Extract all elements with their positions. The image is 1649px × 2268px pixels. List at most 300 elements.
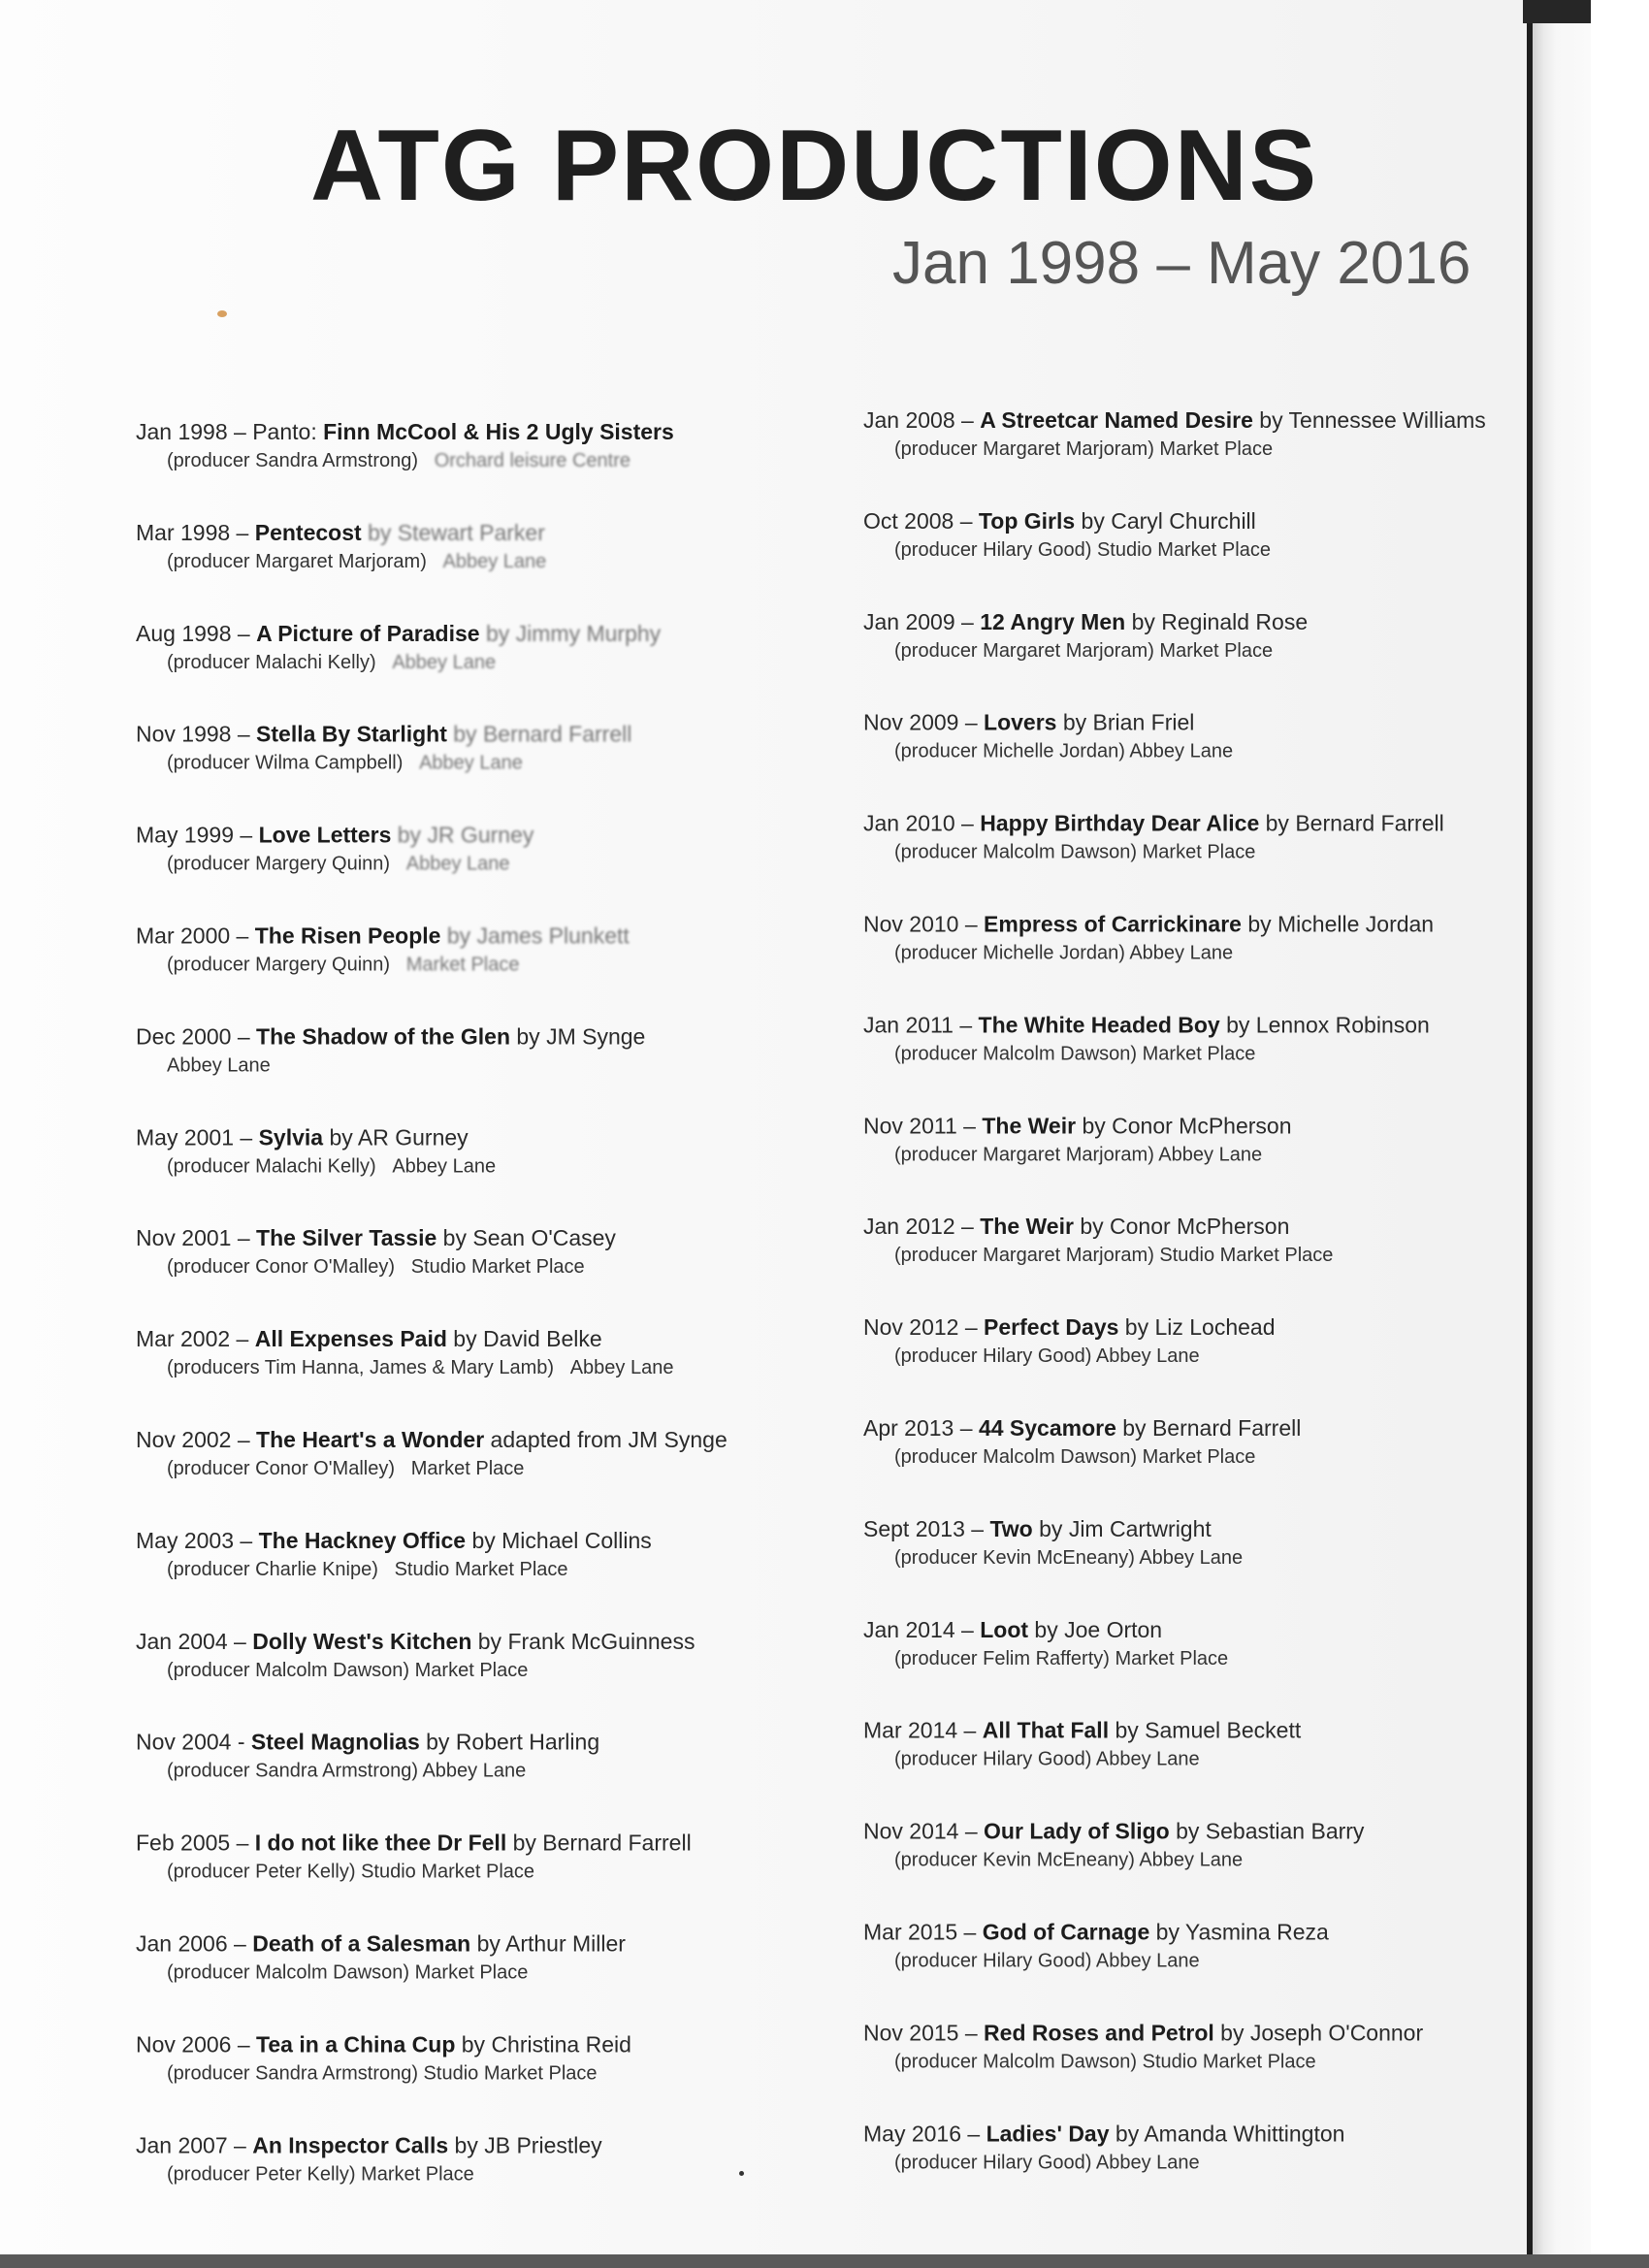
production-title: Lovers <box>984 709 1057 735</box>
production-heading <box>136 1425 873 1454</box>
playwright: by Joseph O'Connor <box>1213 2020 1424 2046</box>
venue: Abbey Lane <box>392 651 497 673</box>
playwright: by Joe Orton <box>1028 1616 1163 1642</box>
production-date: Sept 2013 <box>863 1515 965 1541</box>
playwright: by Stewart Parker <box>361 519 545 545</box>
page-title: ATG PRODUCTIONS <box>310 110 1319 222</box>
production-date: Mar 2002 <box>136 1326 231 1352</box>
production-title: Our Lady of Sligo <box>984 1818 1170 1844</box>
production-heading <box>863 2119 1600 2148</box>
production-entry <box>136 1122 873 1222</box>
separator: – <box>958 709 985 735</box>
production-entry <box>136 518 873 618</box>
separator: – <box>227 2132 253 2158</box>
production-heading <box>136 821 873 850</box>
separator: – <box>230 1830 255 1856</box>
separator: – <box>961 2121 986 2147</box>
production-title: I do not like thee Dr Fell <box>254 1830 507 1856</box>
production-title: The White Headed Boy <box>978 1012 1220 1038</box>
production-entry <box>863 809 1600 909</box>
producer-credit: (producer Sandra Armstrong) Studio Market Place <box>167 2062 598 2085</box>
producer-credit: (producer Malcolm Dawson) Market Place <box>894 1446 1256 1468</box>
production-title: Empress of Carrickinare <box>984 911 1242 937</box>
production-credit <box>863 1442 1600 1472</box>
producer-credit: (producer Michelle Jordan) Abbey Lane <box>894 740 1234 762</box>
production-date: Jan 2011 <box>863 1012 954 1038</box>
separator: – <box>234 822 259 848</box>
production-entry <box>863 1817 1600 1917</box>
venue: Studio Market Place <box>410 1256 585 1279</box>
production-credit <box>136 648 873 677</box>
producer-credit: (producer Sandra Armstrong) <box>167 450 419 471</box>
production-heading <box>863 2018 1600 2047</box>
separator: – <box>230 1326 255 1352</box>
production-date: Jan 2008 <box>863 407 955 433</box>
spacer <box>554 1357 570 1378</box>
spacer <box>390 854 406 875</box>
venue: Abbey Lane <box>392 1155 497 1178</box>
scan-corner-shadow <box>1523 0 1591 23</box>
production-entry <box>136 1728 873 1828</box>
production-entry <box>863 2119 1600 2219</box>
productions-list-left <box>136 417 873 2216</box>
production-title: Stella By Starlight <box>256 721 447 747</box>
production-title: 12 Angry Men <box>980 608 1126 634</box>
production-heading <box>136 1324 873 1353</box>
separator: – <box>956 1113 983 1139</box>
production-entry <box>136 417 873 517</box>
date-range-subtitle: Jan 1998 – May 2016 <box>892 230 1471 297</box>
playwright: by Jim Cartwright <box>1032 1515 1212 1541</box>
venue: Market Place <box>405 954 520 976</box>
production-heading <box>863 1918 1600 1947</box>
spacer <box>390 955 406 976</box>
production-heading <box>863 1010 1600 1039</box>
production-date: Nov 2006 <box>136 2031 232 2057</box>
production-credit <box>863 1745 1600 1774</box>
producer-credit: (producer Hilary Good) Studio Market Place <box>894 538 1271 561</box>
production-title: Red Roses and Petrol <box>984 2020 1214 2046</box>
production-title: Sylvia <box>258 1124 324 1150</box>
separator: – <box>231 1023 257 1050</box>
production-heading <box>863 607 1600 636</box>
production-entry <box>863 1111 1600 1211</box>
producer-credit: (producer Margaret Marjoram) Market Place <box>894 438 1274 460</box>
separator: – <box>227 1628 253 1654</box>
production-title: The Weir <box>982 1113 1077 1139</box>
production-title: A Streetcar Named Desire <box>980 407 1253 433</box>
production-entry <box>136 1829 873 1928</box>
producer-credit: (producer Conor O'Malley) <box>167 1256 396 1279</box>
production-heading <box>136 1021 873 1051</box>
production-title: The Shadow of the Glen <box>256 1023 510 1050</box>
separator: – <box>954 608 981 634</box>
separator: – <box>954 407 981 433</box>
production-credit <box>863 1644 1600 1673</box>
playwright: by Lennox Robinson <box>1219 1012 1430 1038</box>
production-date: Apr 2013 <box>863 1415 954 1441</box>
playwright: by AR Gurney <box>323 1124 469 1150</box>
production-date: Nov 2014 <box>863 1818 959 1844</box>
production-entry <box>136 720 873 820</box>
production-title: Love Letters <box>258 822 392 848</box>
production-date: Jan 2012 <box>863 1214 955 1240</box>
production-title: The Heart's a Wonder <box>256 1427 485 1452</box>
production-entry <box>136 1324 873 1424</box>
separator: – <box>957 1717 983 1743</box>
separator: – <box>231 1427 257 1452</box>
separator: – Panto: <box>227 419 324 444</box>
playwright: by Jimmy Murphy <box>479 620 662 646</box>
production-title: Top Girls <box>978 507 1076 534</box>
production-entry <box>863 1212 1600 1312</box>
production-title: Ladies' Day <box>986 2121 1110 2147</box>
production-heading <box>863 910 1600 939</box>
production-heading <box>136 720 873 749</box>
production-entry <box>863 1413 1600 1513</box>
producer-credit: (producer Malcolm Dawson) Studio Market Place <box>894 2051 1316 2073</box>
producer-credit: (producer Michelle Jordan) Abbey Lane <box>894 942 1234 964</box>
venue: Market Place <box>410 1458 525 1479</box>
production-heading <box>863 708 1600 737</box>
production-entry <box>136 1929 873 2029</box>
production-entry <box>136 821 873 921</box>
production-entry <box>863 910 1600 1010</box>
production-entry <box>136 922 873 1021</box>
production-heading <box>136 1526 873 1555</box>
production-title: Happy Birthday Dear Alice <box>980 810 1260 836</box>
production-date: Dec 2000 <box>136 1023 232 1050</box>
production-credit <box>863 2148 1600 2177</box>
production-credit <box>863 1039 1600 1068</box>
producer-credit: (producer Malcolm Dawson) Market Place <box>894 841 1256 863</box>
venue: Abbey Lane <box>419 752 523 774</box>
playwright: by Robert Harling <box>419 1729 600 1755</box>
production-credit <box>863 2047 1600 2076</box>
production-heading <box>136 1627 873 1656</box>
spacer <box>403 753 419 774</box>
playwright: by Bernard Farrell <box>506 1830 692 1856</box>
production-entry <box>136 1526 873 1626</box>
production-heading <box>863 1817 1600 1846</box>
production-title: The Risen People <box>254 923 441 949</box>
production-entry <box>136 1021 873 1121</box>
production-credit <box>136 1151 873 1181</box>
producer-credit: (producer Peter Kelly) Studio Market Place <box>167 1861 535 1883</box>
playwright: by Tennessee Williams <box>1252 407 1486 433</box>
production-date: Oct 2008 <box>863 507 954 534</box>
playwright: by Michael Collins <box>466 1527 652 1553</box>
producer-credit: (producer Felim Rafferty) Market Place <box>894 1647 1229 1669</box>
playwright: by JM Synge <box>510 1023 646 1050</box>
playwright: by Michelle Jordan <box>1241 911 1435 937</box>
production-credit <box>136 1656 873 1685</box>
production-credit <box>136 547 873 576</box>
production-date: Jan 2007 <box>136 2132 228 2158</box>
separator: – <box>954 1415 979 1441</box>
production-title: Two <box>989 1515 1033 1541</box>
producer-credit: (producer Wilma Campbell) <box>167 752 404 774</box>
producer-credit: (producer Kevin McEneany) Abbey Lane <box>894 1849 1244 1871</box>
playwright: by Amanda Whittington <box>1109 2121 1345 2147</box>
production-heading <box>863 1413 1600 1442</box>
production-heading <box>136 619 873 648</box>
production-date: Jan 1998 <box>136 419 228 444</box>
venue: Abbey Lane <box>405 853 510 875</box>
production-heading <box>863 1212 1600 1241</box>
production-title: Loot <box>980 1616 1029 1642</box>
production-title: All Expenses Paid <box>254 1326 447 1352</box>
production-date: Jan 2004 <box>136 1628 228 1654</box>
playwright: by Samuel Beckett <box>1109 1717 1302 1743</box>
production-date: Nov 2001 <box>136 1225 232 1251</box>
playwright: by Bernard Farrell <box>1116 1415 1302 1441</box>
production-credit <box>136 951 873 980</box>
production-credit <box>863 939 1600 968</box>
playwright: by Christina Reid <box>455 2031 631 2057</box>
separator: – <box>964 1515 990 1541</box>
production-title: The Weir <box>980 1214 1074 1240</box>
playwright: by Brian Friel <box>1056 709 1195 735</box>
producer-credit: (producer Malachi Kelly) <box>167 1155 376 1178</box>
playwright: by Conor McPherson <box>1073 1214 1290 1240</box>
production-entry <box>863 1514 1600 1614</box>
production-credit <box>136 1757 873 1786</box>
production-credit <box>136 1959 873 1988</box>
production-entry <box>863 1716 1600 1816</box>
production-entry <box>863 506 1600 606</box>
production-heading <box>863 809 1600 838</box>
production-entry <box>863 2018 1600 2118</box>
separator: – <box>227 1930 253 1957</box>
production-heading <box>136 1223 873 1252</box>
separator: – <box>958 1818 985 1844</box>
production-date: Nov 2009 <box>863 709 959 735</box>
playwright: by Frank McGuinness <box>471 1628 695 1654</box>
production-credit <box>863 838 1600 867</box>
production-heading <box>136 417 873 446</box>
producer-credit: Abbey Lane <box>167 1054 271 1077</box>
production-heading <box>863 405 1600 435</box>
spacer <box>378 1559 395 1580</box>
production-credit <box>863 636 1600 665</box>
production-entry <box>863 1312 1600 1412</box>
venue: Abbey Lane <box>442 550 547 572</box>
production-credit <box>136 1858 873 1887</box>
production-credit <box>863 435 1600 464</box>
production-date: May 2001 <box>136 1124 235 1150</box>
separator: – <box>230 923 255 949</box>
production-date: Jan 2014 <box>863 1616 955 1642</box>
producer-credit: (producer Sandra Armstrong) Abbey Lane <box>167 1760 527 1782</box>
playwright: by David Belke <box>446 1326 602 1352</box>
production-title: God of Carnage <box>982 1919 1150 1945</box>
production-credit <box>863 535 1600 565</box>
production-heading <box>136 2130 873 2159</box>
production-credit <box>136 446 873 475</box>
production-credit <box>136 1555 873 1584</box>
producer-credit: (producer Kevin McEneany) Abbey Lane <box>894 1546 1244 1569</box>
production-date: Jan 2009 <box>863 608 955 634</box>
production-heading <box>136 1122 873 1151</box>
production-entry <box>863 1615 1600 1715</box>
production-heading <box>136 1728 873 1757</box>
playwright: adapted from JM Synge <box>484 1427 728 1452</box>
production-title: Perfect Days <box>984 1314 1119 1341</box>
producer-credit: (producer Malcolm Dawson) Market Place <box>167 1961 529 1984</box>
production-entry <box>136 1627 873 1727</box>
separator: – <box>231 1225 257 1251</box>
production-heading <box>863 506 1600 535</box>
producer-credit: (producer Hilary Good) Abbey Lane <box>894 1748 1200 1770</box>
production-heading <box>136 2029 873 2058</box>
production-entry <box>863 1010 1600 1110</box>
playwright: by JB Priestley <box>448 2132 602 2158</box>
playwright: by Arthur Miller <box>470 1930 626 1957</box>
production-entry <box>136 2029 873 2129</box>
producer-credit: (producer Malachi Kelly) <box>167 651 376 673</box>
playwright: by Reginald Rose <box>1125 608 1309 634</box>
spacer <box>418 450 435 471</box>
production-date: Feb 2005 <box>136 1830 231 1856</box>
playwright: by Caryl Churchill <box>1075 507 1256 534</box>
production-entry <box>863 1918 1600 2018</box>
production-heading <box>863 1514 1600 1543</box>
production-heading <box>863 1111 1600 1140</box>
production-title: Dolly West's Kitchen <box>252 1628 472 1654</box>
separator: – <box>957 1919 983 1945</box>
production-credit <box>863 1140 1600 1169</box>
playwright: by Liz Lochead <box>1118 1314 1276 1341</box>
production-title: Finn McCool & His 2 Ugly Sisters <box>323 419 674 444</box>
producer-credit: (producer Margaret Marjoram) Market Place <box>894 639 1274 662</box>
playwright: by Sean O'Casey <box>436 1225 616 1251</box>
production-date: Nov 2010 <box>863 911 959 937</box>
playwright: by Bernard Farrell <box>1259 810 1444 836</box>
playwright: by Yasmina Reza <box>1149 1919 1329 1945</box>
production-title: All That Fall <box>982 1717 1110 1743</box>
producer-credit: (producer Margaret Marjoram) <box>167 550 427 572</box>
production-date: Jan 2006 <box>136 1930 228 1957</box>
production-date: Nov 1998 <box>136 721 232 747</box>
venue: Abbey Lane <box>569 1357 674 1379</box>
production-date: Nov 2012 <box>863 1314 959 1341</box>
production-entry <box>863 708 1600 808</box>
spacer <box>395 1256 411 1278</box>
production-entry <box>136 1223 873 1323</box>
separator: – <box>954 1616 981 1642</box>
producer-credit: (producer Margery Quinn) <box>167 954 391 976</box>
producer-credit: (producer Malcolm Dawson) Market Place <box>167 1659 529 1681</box>
production-title: Death of a Salesman <box>252 1930 471 1957</box>
separator: – <box>954 1214 981 1240</box>
production-heading <box>136 922 873 951</box>
playwright: by Bernard Farrell <box>446 721 632 747</box>
production-date: Mar 2000 <box>136 923 231 949</box>
producer-credit: (producer Margery Quinn) <box>167 853 391 875</box>
separator: – <box>234 1124 259 1150</box>
production-credit <box>136 2058 873 2088</box>
production-title: Tea in a China Cup <box>256 2031 456 2057</box>
production-date: May 2003 <box>136 1527 235 1553</box>
production-credit <box>136 1353 873 1382</box>
production-credit <box>863 1846 1600 1875</box>
production-credit <box>136 1252 873 1281</box>
producer-credit: (producer Hilary Good) Abbey Lane <box>894 1345 1200 1368</box>
separator: – <box>958 1314 985 1341</box>
production-date: May 1999 <box>136 822 235 848</box>
producer-credit: (producer Malcolm Dawson) Market Place <box>894 1043 1256 1065</box>
production-date: Jan 2010 <box>863 810 955 836</box>
playwright: by Sebastian Barry <box>1169 1818 1365 1844</box>
production-title: The Hackney Office <box>258 1527 467 1553</box>
producer-credit: (producer Charlie Knipe) <box>167 1558 378 1580</box>
production-title: The Silver Tassie <box>256 1225 437 1251</box>
separator: – <box>954 810 981 836</box>
production-entry <box>136 2130 873 2230</box>
playwright: by JR Gurney <box>391 822 534 848</box>
production-credit <box>863 1543 1600 1572</box>
production-date: Nov 2002 <box>136 1427 232 1452</box>
production-date: Aug 1998 <box>136 620 232 646</box>
producer-credit: (producer Hilary Good) Abbey Lane <box>894 1950 1200 1972</box>
venue: Studio Market Place <box>394 1558 568 1580</box>
spacer <box>376 1155 393 1177</box>
production-date: May 2016 <box>863 2121 962 2147</box>
separator: – <box>231 721 257 747</box>
separator: – <box>231 2031 257 2057</box>
production-credit <box>136 1051 873 1080</box>
production-heading <box>136 518 873 547</box>
production-heading <box>136 1829 873 1858</box>
production-credit <box>136 2159 873 2188</box>
separator: – <box>231 620 257 646</box>
production-date: Nov 2015 <box>863 2020 959 2046</box>
production-date: Nov 2004 <box>136 1729 232 1755</box>
producer-credit: (producer Margaret Marjoram) Abbey Lane <box>894 1144 1263 1166</box>
playwright: by Conor McPherson <box>1076 1113 1292 1139</box>
separator: – <box>953 1012 979 1038</box>
production-credit <box>863 1241 1600 1270</box>
production-title: Pentecost <box>254 519 362 545</box>
producer-credit: (producer Conor O'Malley) <box>167 1458 396 1479</box>
separator: - <box>231 1729 251 1755</box>
producer-credit: (producer Peter Kelly) Market Place <box>167 2163 474 2186</box>
production-heading <box>863 1312 1600 1342</box>
producer-credit: (producers Tim Hanna, James & Mary Lamb) <box>167 1357 555 1379</box>
spacer <box>376 652 393 673</box>
scan-bottom-edge <box>0 2254 1649 2268</box>
production-heading <box>863 1615 1600 1644</box>
separator: – <box>954 507 979 534</box>
separator: – <box>234 1527 259 1553</box>
venue: Orchard leisure Centre <box>434 450 630 471</box>
spacer <box>427 551 443 572</box>
production-credit <box>136 850 873 879</box>
producer-credit: (producer Hilary Good) Abbey Lane <box>894 2152 1200 2174</box>
playwright: by James Plunkett <box>440 923 630 949</box>
separator: – <box>958 2020 985 2046</box>
production-entry <box>863 405 1600 505</box>
production-credit <box>863 737 1600 766</box>
production-title: Steel Magnolias <box>250 1729 420 1755</box>
production-title: 44 Sycamore <box>978 1415 1116 1441</box>
production-title: An Inspector Calls <box>252 2132 449 2158</box>
production-credit <box>863 1947 1600 1976</box>
separator: – <box>958 911 985 937</box>
production-credit <box>136 749 873 778</box>
production-entry <box>136 619 873 719</box>
